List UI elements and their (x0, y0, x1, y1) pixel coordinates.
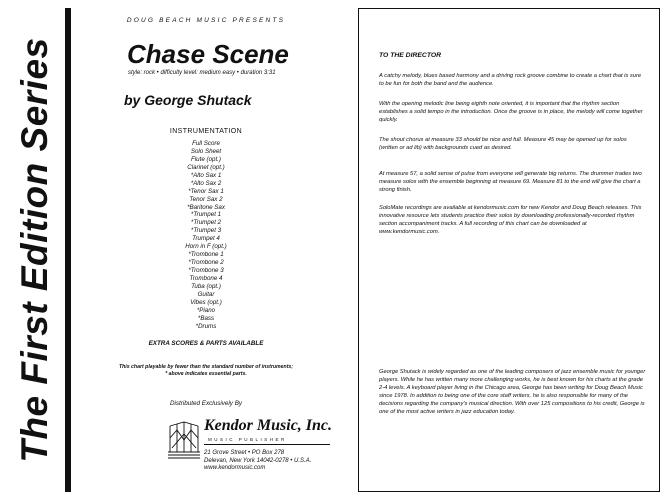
instrument-item: *Tenor Sax 1 (188, 187, 224, 195)
playable-note-line: This chart playable by fewer than the standard number of instruments; (118, 364, 294, 370)
instrument-item: *Drums (195, 322, 217, 330)
extra-scores-notice: EXTRA SCORES & PARTS AVAILABLE (148, 340, 264, 347)
spine-divider (65, 8, 71, 492)
instrument-item: *Trombone 2 (188, 259, 224, 267)
series-spine (0, 0, 70, 500)
instrument-item: *Piano (196, 306, 216, 314)
instrument-item: Trombone 4 (189, 274, 223, 282)
instrument-item: Solo Sheet (190, 147, 222, 155)
publisher-address: 21 Grove Street • PO Box 278 (204, 450, 285, 456)
kendor-logo-icon (166, 418, 202, 460)
publisher-name: Kendor Music, Inc. (204, 417, 333, 434)
instrument-item: Trumpet 4 (192, 235, 220, 243)
distributed-by: Distributed Exclusively By (169, 400, 243, 407)
instrument-item: Full Score (192, 140, 220, 147)
instrument-item: Flute (opt.) (191, 155, 221, 163)
director-paragraph: SoloMate recordings are available at kendormusic.com for new Kendor and Doug Beach releases. This innovative resource lets students practice their solos by downloading professionally-recorded rhythm section accompaniment tracks. A full recording of this chart can be downloaded at www.kendormusic.com. (379, 205, 642, 235)
instrument-item: Guitar (197, 290, 215, 298)
instrumentation-heading: INSTRUMENTATION (169, 128, 243, 135)
instrument-item: *Alto Sax 1 (190, 171, 222, 179)
instrument-item: *Baritone Sax (187, 203, 225, 211)
publisher-website: www.kendormusic.com (204, 465, 266, 471)
director-notes-panel (358, 8, 660, 492)
composer-bio: George Shutack is widely regarded as one of the leading composers of jazz ensemble music for younger players. While he has written many more challenging works, he is best known for his charts at the grade 2-4 levels. A keyboard player living in the Chicago area, George has been writing for Doug Beach Music since 1978. In addition to being one of the core staff writers, he is also responsible for many of the decisions regarding the company's musical direction. With over 125 compositions to his credit, George is one of the most active writers in jazz education today. (379, 369, 646, 415)
cover-page (72, 0, 340, 500)
publisher-address: Delevan, New York 14042-0278 • U.S.A. (204, 457, 312, 464)
publisher-rule (204, 444, 330, 445)
publisher-line: DOUG BEACH MUSIC PRESENTS (126, 17, 286, 24)
instrument-item: *Trumpet 3 (190, 227, 222, 235)
instrument-item: Clarinet (opt.) (187, 163, 225, 171)
instrument-item: Tenor Sax 2 (189, 195, 223, 203)
publisher-subtitle: MUSIC PUBLISHER (208, 437, 287, 442)
playable-note-line: * above indicates essential parts. (165, 370, 247, 377)
composer-credit: by George Shutack (124, 92, 252, 108)
instrumentation-list (72, 140, 340, 331)
instrument-item: *Trombone 3 (188, 267, 224, 274)
instrument-item: Tuba (opt.) (191, 282, 221, 290)
instrument-item: *Trombone 1 (188, 251, 224, 259)
piece-title: Chase Scene (127, 39, 289, 69)
instrument-item: *Bass (197, 314, 215, 322)
director-paragraph: With the opening melodic line being eighth note oriented, it is important that the rhythm section establishes a solid tempo in the introduction. Once the groove is in place, the melody will come together quickly. (379, 101, 643, 123)
instrument-item: *Trumpet 2 (190, 219, 222, 227)
playable-note (72, 364, 340, 377)
director-paragraph: The shout chorus at measure 33 should be nice and full. Measure 45 may be opened up for solos (written or ad lib) with backgrounds cued as desired. (379, 137, 627, 151)
director-paragraph: At measure 57, a solid sense of pulse from everyone will generate big returns. The drummer trades two measure solos with the ensemble beginning at measure 69. Measure 81 to the end will give the chart a strong finish. (379, 171, 642, 193)
director-paragraph: A catchy melody, blues based harmony and a driving rock groove combine to create a chart that is sure to be fun for both the band and the audience. (379, 73, 642, 87)
series-title: The First Edition Series (14, 37, 55, 463)
instrument-item: *Trumpet 1 (190, 211, 222, 219)
director-heading: TO THE DIRECTOR (379, 52, 442, 59)
instrument-item: *Alto Sax 2 (190, 179, 222, 187)
instrument-item: Horn in F (opt.) (185, 243, 227, 251)
instrument-item: Vibes (opt.) (190, 298, 222, 306)
style-line: style: rock • difficulty level: medium easy • duration 3:31 (128, 70, 276, 76)
